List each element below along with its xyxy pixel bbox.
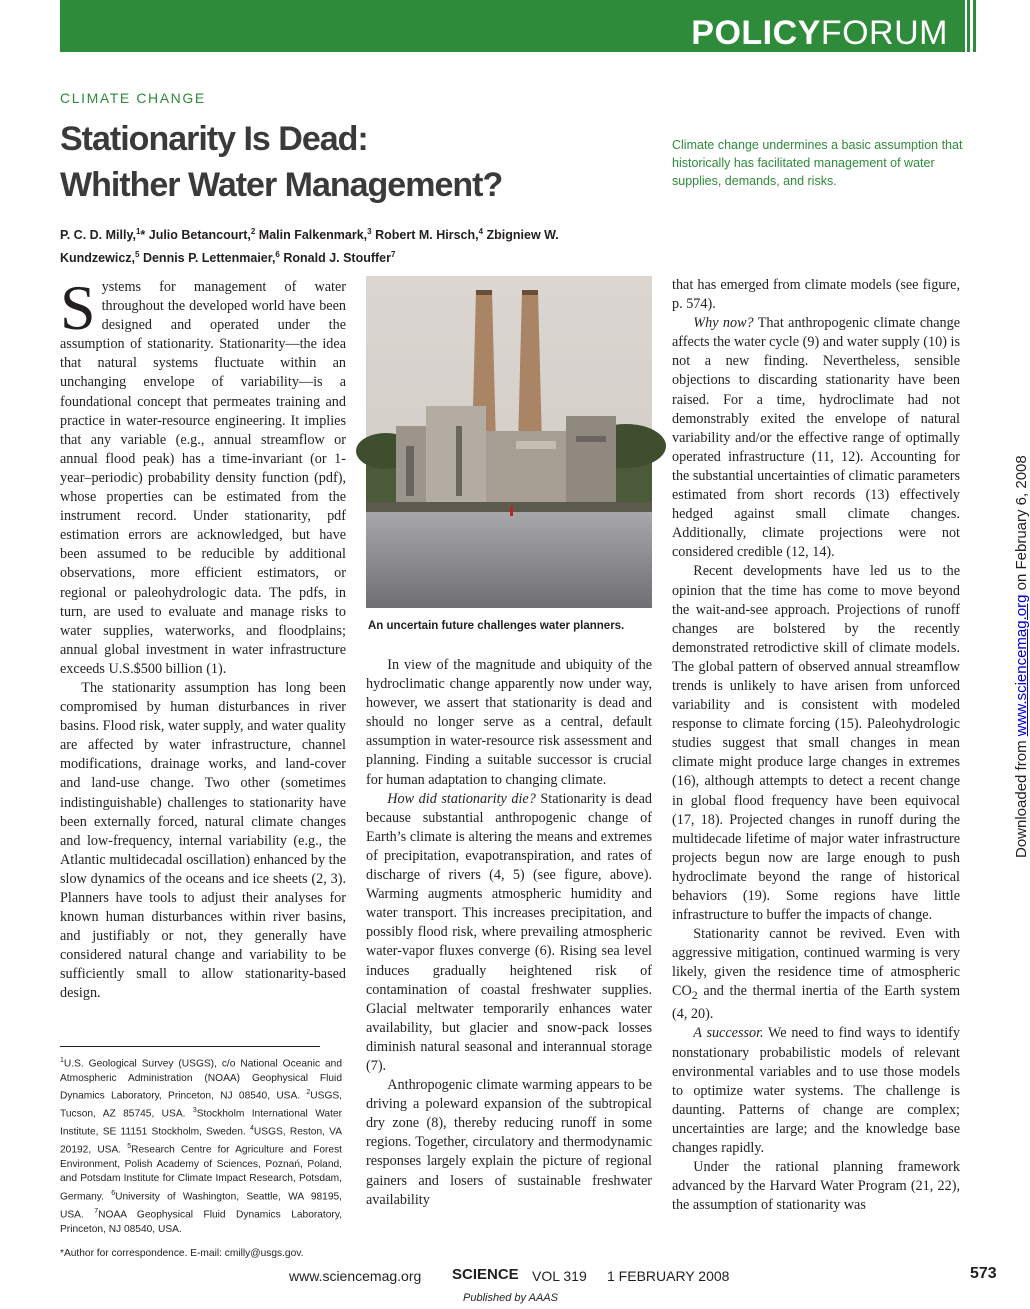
author-name: Malin Falkenmark, xyxy=(258,228,368,243)
author-affiliation-mark: 7 xyxy=(391,250,396,260)
paragraph-text: Stationarity is dead because substantial anthropogenic change of Earth’s climate is altering the means and extremes of precipitation, evapotranspiration, and rates of discharge of rivers (4, 5) (see figure, above). Warming augments atmospheric humidity and water transport. This increases precipitation, and possibly flood risk, where prevailing atmospheric water-vapor fluxes converge (6). Rising sea level induces gradually heightened risk of contamination of coastal freshwater supplies. Glacial meltwater temporarily enhances water availability, but glacier and snow-pack losses diminish natural seasonal and interannual storage (7). xyxy=(366,790,652,1074)
footnotes xyxy=(60,1054,342,1262)
paragraph-text: ystems for management of water throughout the developed world have been designed and operated under the assumption of stationarity. Stationarity—the idea that natural systems fluctuate within an unchanging envelope of variability—is a foundational concept that permeates training and practice in water-resource engineering. It implies that any variable (e.g., annual streamflow or annual flood peak) has a time-invariant (or 1-year–periodic) probability density function (pdf), whose properties can be estimated from the instrument record. Under stationarity, pdf estimation errors are acknowledged, but have been assumed to be reducible by additional observations, more efficient estimators, or regional or paleohydrologic data. The pdfs, in turn, are used to evaluate and manage risks to water supplies, waterworks, and floodplains; annual global investment in water infrastructure exceeds U.S.$500 billion (1). xyxy=(60,279,346,677)
banner-title-bold: POLICY xyxy=(691,14,821,52)
article-title xyxy=(60,116,640,208)
column-2 xyxy=(366,656,652,1210)
affiliation-text: Stockholm International Water Institute, SE 11151 Stockholm, Sweden. xyxy=(60,1108,342,1138)
affiliation-text: Research Centre for Agriculture and Forest Environment, Polish Academy of Sciences, Poznań, Poland, and Potsdam Institute for Climate Impact Research, Potsdam, Germany. xyxy=(60,1144,342,1203)
affiliation-mark: 2 xyxy=(306,1089,311,1097)
column-3 xyxy=(672,276,960,1215)
author-name: Julio Betancourt, xyxy=(148,228,251,243)
title-line-1: Stationarity Is Dead: xyxy=(60,120,368,158)
author-affiliation-mark: 3 xyxy=(367,227,372,236)
paragraph xyxy=(672,1024,960,1158)
affiliation-mark: 1 xyxy=(60,1057,64,1064)
affiliation-mark: 7 xyxy=(94,1207,99,1215)
author-affiliation-mark: 1 xyxy=(135,227,141,236)
banner-stripes xyxy=(965,0,979,52)
subhead: Why now? xyxy=(693,315,754,332)
subscript: 2 xyxy=(691,988,698,1003)
affiliation-mark: 5 xyxy=(127,1143,132,1151)
title-line-2: Whither Water Management? xyxy=(60,166,503,204)
footer-url[interactable]: www.sciencemag.org xyxy=(289,1268,422,1284)
paragraph xyxy=(672,314,960,562)
author-affiliation-mark: 5 xyxy=(135,250,140,260)
footer-date: 1 FEBRUARY 2008 xyxy=(607,1268,730,1284)
paragraph: Under the rational planning framework advanced by the Harvard Water Program (21, 22), the assumption of stationarity was xyxy=(672,1159,960,1214)
paragraph: The stationarity assumption has long been compromised by human disturbances in river basins. Flood risk, water supply, and water quality are affected by water infrastructure, channel modifications, drainage works, and land-cover and land-use change. Two other (sometimes indistinguishable) challenges to stationarity have been externally forced, natural climate changes and low-frequency, internal variability (e.g., the Atlantic multidecadal oscillation) enhanced by the slow dynamics of the oceans and ice sheets (2, 3). Planners have tools to adjust their analyses for known human disturbances within river basins, and justifiably or not, they generally have considered natural change and variability to be sufficiently small to allow stationarity-based design. xyxy=(60,679,346,1002)
affiliation-mark: 6 xyxy=(111,1189,116,1197)
download-link[interactable]: www.sciencemag.org xyxy=(1013,594,1030,737)
affiliation-mark: 4 xyxy=(250,1125,254,1133)
author-name: Ronald J. Stouffer xyxy=(283,251,392,266)
author-name: Dennis P. Lettenmaier, xyxy=(142,251,276,266)
affiliation-text: University of Washington, Seattle, WA 98195, USA. xyxy=(60,1191,342,1221)
affiliation-mark: 3 xyxy=(192,1107,197,1115)
banner-title xyxy=(691,16,948,50)
publisher-note: Published by AAAS xyxy=(463,1292,558,1304)
download-note-suffix: on February 6, 2008 xyxy=(1013,455,1030,595)
author-name: P. C. D. Milly, xyxy=(60,228,136,243)
column-1 xyxy=(60,272,346,1004)
footnote-divider xyxy=(60,1046,320,1047)
paragraph xyxy=(672,925,960,1024)
paragraph: Recent developments have led us to the opinion that the time has come to move beyond the wait-and-see approach. Projections of runoff changes are bolstered by the recently demonstrated retrodictive skill of climate models. The global pattern of observed annual streamflow trends is unlikely to have arisen from unforced variability and is consistent with modeled response to climate forcing (15). Paleohydrologic studies suggest that small changes in mean climate might produce large changes in extremes (16), although attempts to detect a recent change in global flood frequency have been equivocal (17, 18). Projected changes in runoff during the multidecade lifetime of major water infrastructure projects begun now are large enough to push hydroclimate beyond the range of historical behaviors (19). Some regions have little infrastructure to buffer the impacts of change. xyxy=(672,563,960,924)
affiliation-text: NOAA Geophysical Fluid Dynamics Laboratory, Princeton, NJ 08540, USA. xyxy=(60,1209,342,1235)
correspondence-note: *Author for correspondence. E-mail: cmilly@usgs.gov. xyxy=(60,1248,304,1260)
paragraph-text: Stationarity cannot be revived. Even with aggressive mitigation, continued warming is very likely, given the residence time of atmospheric CO xyxy=(672,926,960,1000)
paragraph xyxy=(60,272,346,679)
affiliation-text: U.S. Geological Survey (USGS), c/o National Oceanic and Atmospheric Administration (NOAA) Geophysical Fluid Dynamics Laboratory, Princeton, NJ 08540, USA. xyxy=(60,1058,342,1102)
affiliation-text: USGS, Reston, VA 20192, USA. xyxy=(60,1126,342,1156)
paragraph: that has emerged from climate models (see figure, p. 574). xyxy=(672,277,960,313)
affiliation-text: USGS, Tucson, AZ 85745, USA. xyxy=(60,1090,342,1120)
power-plant-photo xyxy=(366,276,652,608)
page-number: 573 xyxy=(970,1265,997,1282)
footer-journal: SCIENCE xyxy=(452,1266,519,1283)
paragraph-text: We need to find ways to identify nonstationary probabilistic models of relevant environmental variables and to use those models to optimize water systems. The challenge is daunting. Patterns of change are complex; uncertainties are large; and the knowledge base changes rapidly. xyxy=(672,1025,960,1157)
download-note xyxy=(1013,455,1030,858)
paragraph xyxy=(366,790,652,1076)
footer-volume: VOL 319 xyxy=(532,1268,587,1284)
author-affiliation-mark: 6 xyxy=(275,250,280,260)
author-name: Robert M. Hirsch, xyxy=(375,228,479,243)
author-affiliation-mark: 2 xyxy=(250,227,256,236)
banner-title-regular: FORUM xyxy=(820,14,948,52)
download-note-prefix: Downloaded from xyxy=(1013,736,1030,858)
subhead: A successor. xyxy=(693,1025,764,1042)
photo-illustration xyxy=(366,276,652,608)
section-label: CLIMATE CHANGE xyxy=(60,90,206,106)
paragraph: Anthropogenic climate warming appears to be driving a poleward expansion of the subtropical dry zone (8), thereby reducing runoff in some regions. Together, circulatory and thermodynamic responses largely explain the picture of regional gainers and losers of sustainable freshwater availability xyxy=(366,1077,652,1208)
author-affiliation-mark: 4 xyxy=(478,227,484,236)
affiliations xyxy=(60,1054,342,1237)
paragraph: In view of the magnitude and ubiquity of the hydroclimatic change apparently now under way, however, we assert that stationarity is dead and should no longer serve as a central, default assumption in water-resource risk assessment and planning. Finding a suitable successor is crucial for human adaptation to changing climate. xyxy=(366,657,652,788)
photo-caption: An uncertain future challenges water planners. xyxy=(368,620,625,632)
author-list: P. C. D. Milly,$^1$* Julio Betancourt,$^2$ Malin Falkenmark,$^3$ Robert M. Hirsch,$^4$ Zbigniew W. Kundzewicz,$^5$ Dennis P. Lettenmaier,$^6$ Ronald J. Stouffer$^7$ xyxy=(60,227,559,266)
subhead: How did stationarity die? xyxy=(387,790,536,807)
drop-cap: S xyxy=(60,272,96,343)
paragraph-text: and the thermal inertia of the Earth system (4, 20). xyxy=(672,983,960,1023)
article-summary: Climate change undermines a basic assumption that historically has facilitated management of water supplies, demands, and risks. xyxy=(672,138,963,188)
author-name: Zbigniew W. Kundzewicz, xyxy=(60,228,559,266)
paragraph-text: That anthropogenic climate change affects the water cycle (9) and water supply (10) is not a new finding. Nevertheless, sensible objections to discarding stationarity have been raised. For a time, hydroclimate had not demonstrably exited the envelope of natural variability and/or the effective range of optimally operated infrastructure (11, 12). Accounting for the substantial uncertainties of climatic parameters estimated from short records (13) effectively hedged against small climate changes. Additionally, climate projections were not considered credible (12, 14). xyxy=(672,315,960,561)
